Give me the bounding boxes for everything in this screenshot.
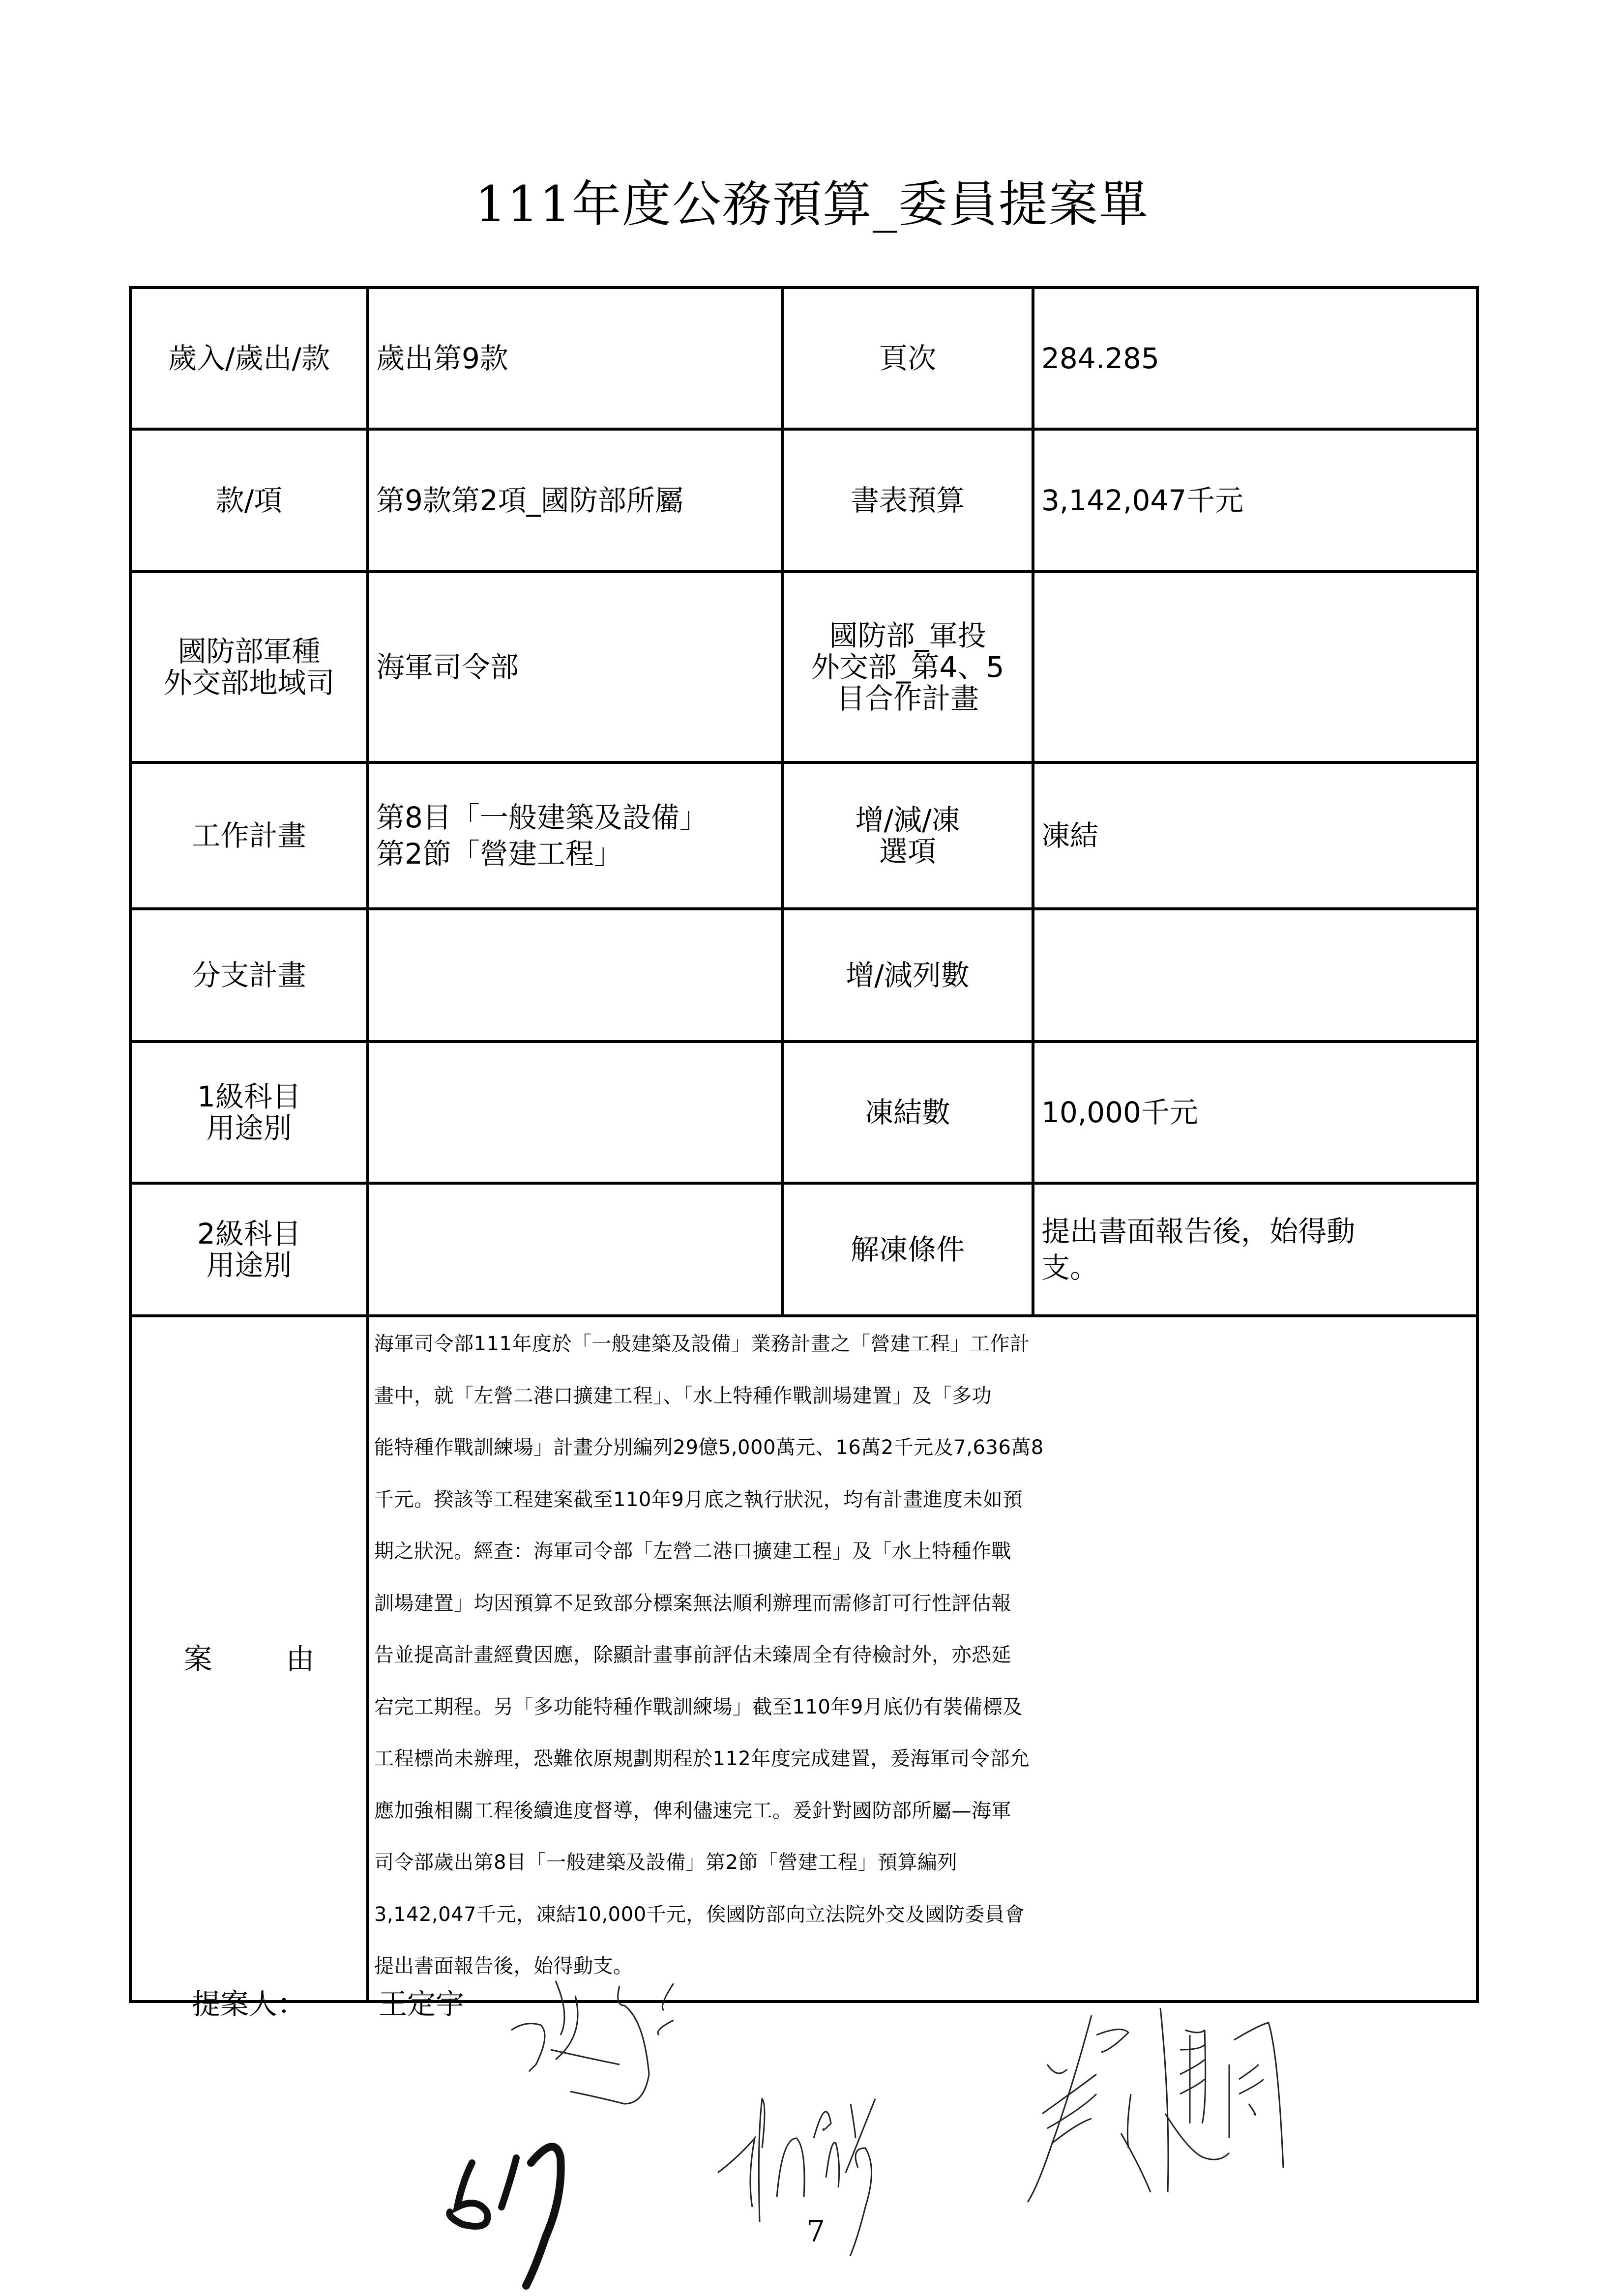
field-label: 2級科目 用途別 [130,1183,368,1316]
reason-label [130,1316,368,2002]
field-label: 國防部軍種 外交部地域司 [130,572,368,762]
reason-line: 提出書面報告後，始得動支。 [374,1955,633,1977]
form-row [130,288,1477,429]
reason-line: 千元。揆該等工程建案截至110年9月底之執行狀況，均有計畫進度未如預 [374,1488,1023,1511]
signature-lin [708,2050,1052,2256]
reason-line: 應加強相關工程後續進度督導，俾利儘速完工。爰針對國防部所屬—海軍 [374,1799,1011,1822]
field-value [1033,572,1477,762]
field-value [368,1042,782,1183]
form-row [130,429,1477,572]
reason-line: 司令部歲出第8目「一般建築及設備」第2節「營建工程」預算編列 [374,1851,957,1874]
proposal-form-table [129,286,1479,2003]
field-label: 書表預算 [782,429,1033,572]
field-value: 3,142,047千元 [1033,429,1477,572]
form-row [130,909,1477,1042]
reason-label-a: 案 [183,1642,212,1676]
reason-line: 海軍司令部111年度於「一般建築及設備」業務計畫之「營建工程」工作計 [374,1333,1030,1355]
reason-line: 告並提高計畫經費因應，除顯計畫事前評估未臻周全有待檢討外，亦恐延 [374,1644,1011,1666]
field-value: 凍結 [1033,762,1477,909]
field-label: 解凍條件 [782,1183,1033,1316]
field-label: 增/減/凍 選項 [782,762,1033,909]
field-value: 提出書面報告後，始得動 支。 [1033,1183,1477,1316]
reason-line: 畫中，就「左營二港口擴建工程」、「水上特種作戰訓場建置」及「多功 [374,1384,992,1407]
proposer-label: 提案人： [192,1987,306,2021]
field-label: 歲入/歲出/款 [130,288,368,429]
field-label: 工作計畫 [130,762,368,909]
handwritten-number [443,2138,580,2296]
reason-text [368,1316,1477,2002]
field-value: 歲出第9款 [368,288,782,429]
field-value: 第9款第2項_國防部所屬 [368,429,782,572]
field-label: 增/減列數 [782,909,1033,1042]
reason-label-b: 由 [286,1642,315,1676]
form-row [130,1042,1477,1183]
field-value [368,1183,782,1316]
field-value: 10,000千元 [1033,1042,1477,1183]
field-label: 款/項 [130,429,368,572]
field-label: 國防部_軍投 外交部_第4、5 目合作計畫 [782,572,1033,762]
reason-line: 工程標尚未辦理，恐難依原規劃期程於112年度完成建置，爰海軍司令部允 [374,1747,1030,1770]
field-label: 分支計畫 [130,909,368,1042]
reason-line: 宕完工期程。另「多功能特種作戰訓練場」截至110年9月底仍有裝備標及 [374,1695,1023,1718]
signature-liu [1023,2005,1465,2217]
reason-line: 訓場建置」均因預算不足致部分標案無法順利辦理而需修訂可行性評估報 [374,1592,1011,1615]
field-value [368,909,782,1042]
reason-row [130,1316,1477,2002]
field-value: 284.285 [1033,288,1477,429]
reason-line: 期之狀況。經查：海軍司令部「左營二港口擴建工程」及「水上特種作戰 [374,1540,1011,1563]
form-row [130,762,1477,909]
field-label: 凍結數 [782,1042,1033,1183]
reason-line: 能特種作戰訓練場」計畫分別編列29億5,000萬元、16萬2千元及7,636萬8 [374,1436,1044,1459]
reason-line: 3,142,047千元，凍結10,000千元，俟國防部向立法院外交及國防委員會 [374,1903,1025,1926]
page-number: 7 [806,2214,826,2249]
field-label: 頁次 [782,288,1033,429]
field-value [1033,909,1477,1042]
field-label: 1級科目 用途別 [130,1042,368,1183]
field-value: 海軍司令部 [368,572,782,762]
proposer-name: 王定宇 [379,1987,465,2021]
form-title: 111年度公務預算_委員提案單 [475,175,1149,233]
form-row [130,1183,1477,1316]
field-value: 第8目「一般建築及設備」 第2節「營建工程」 [368,762,782,909]
form-row [130,572,1477,762]
